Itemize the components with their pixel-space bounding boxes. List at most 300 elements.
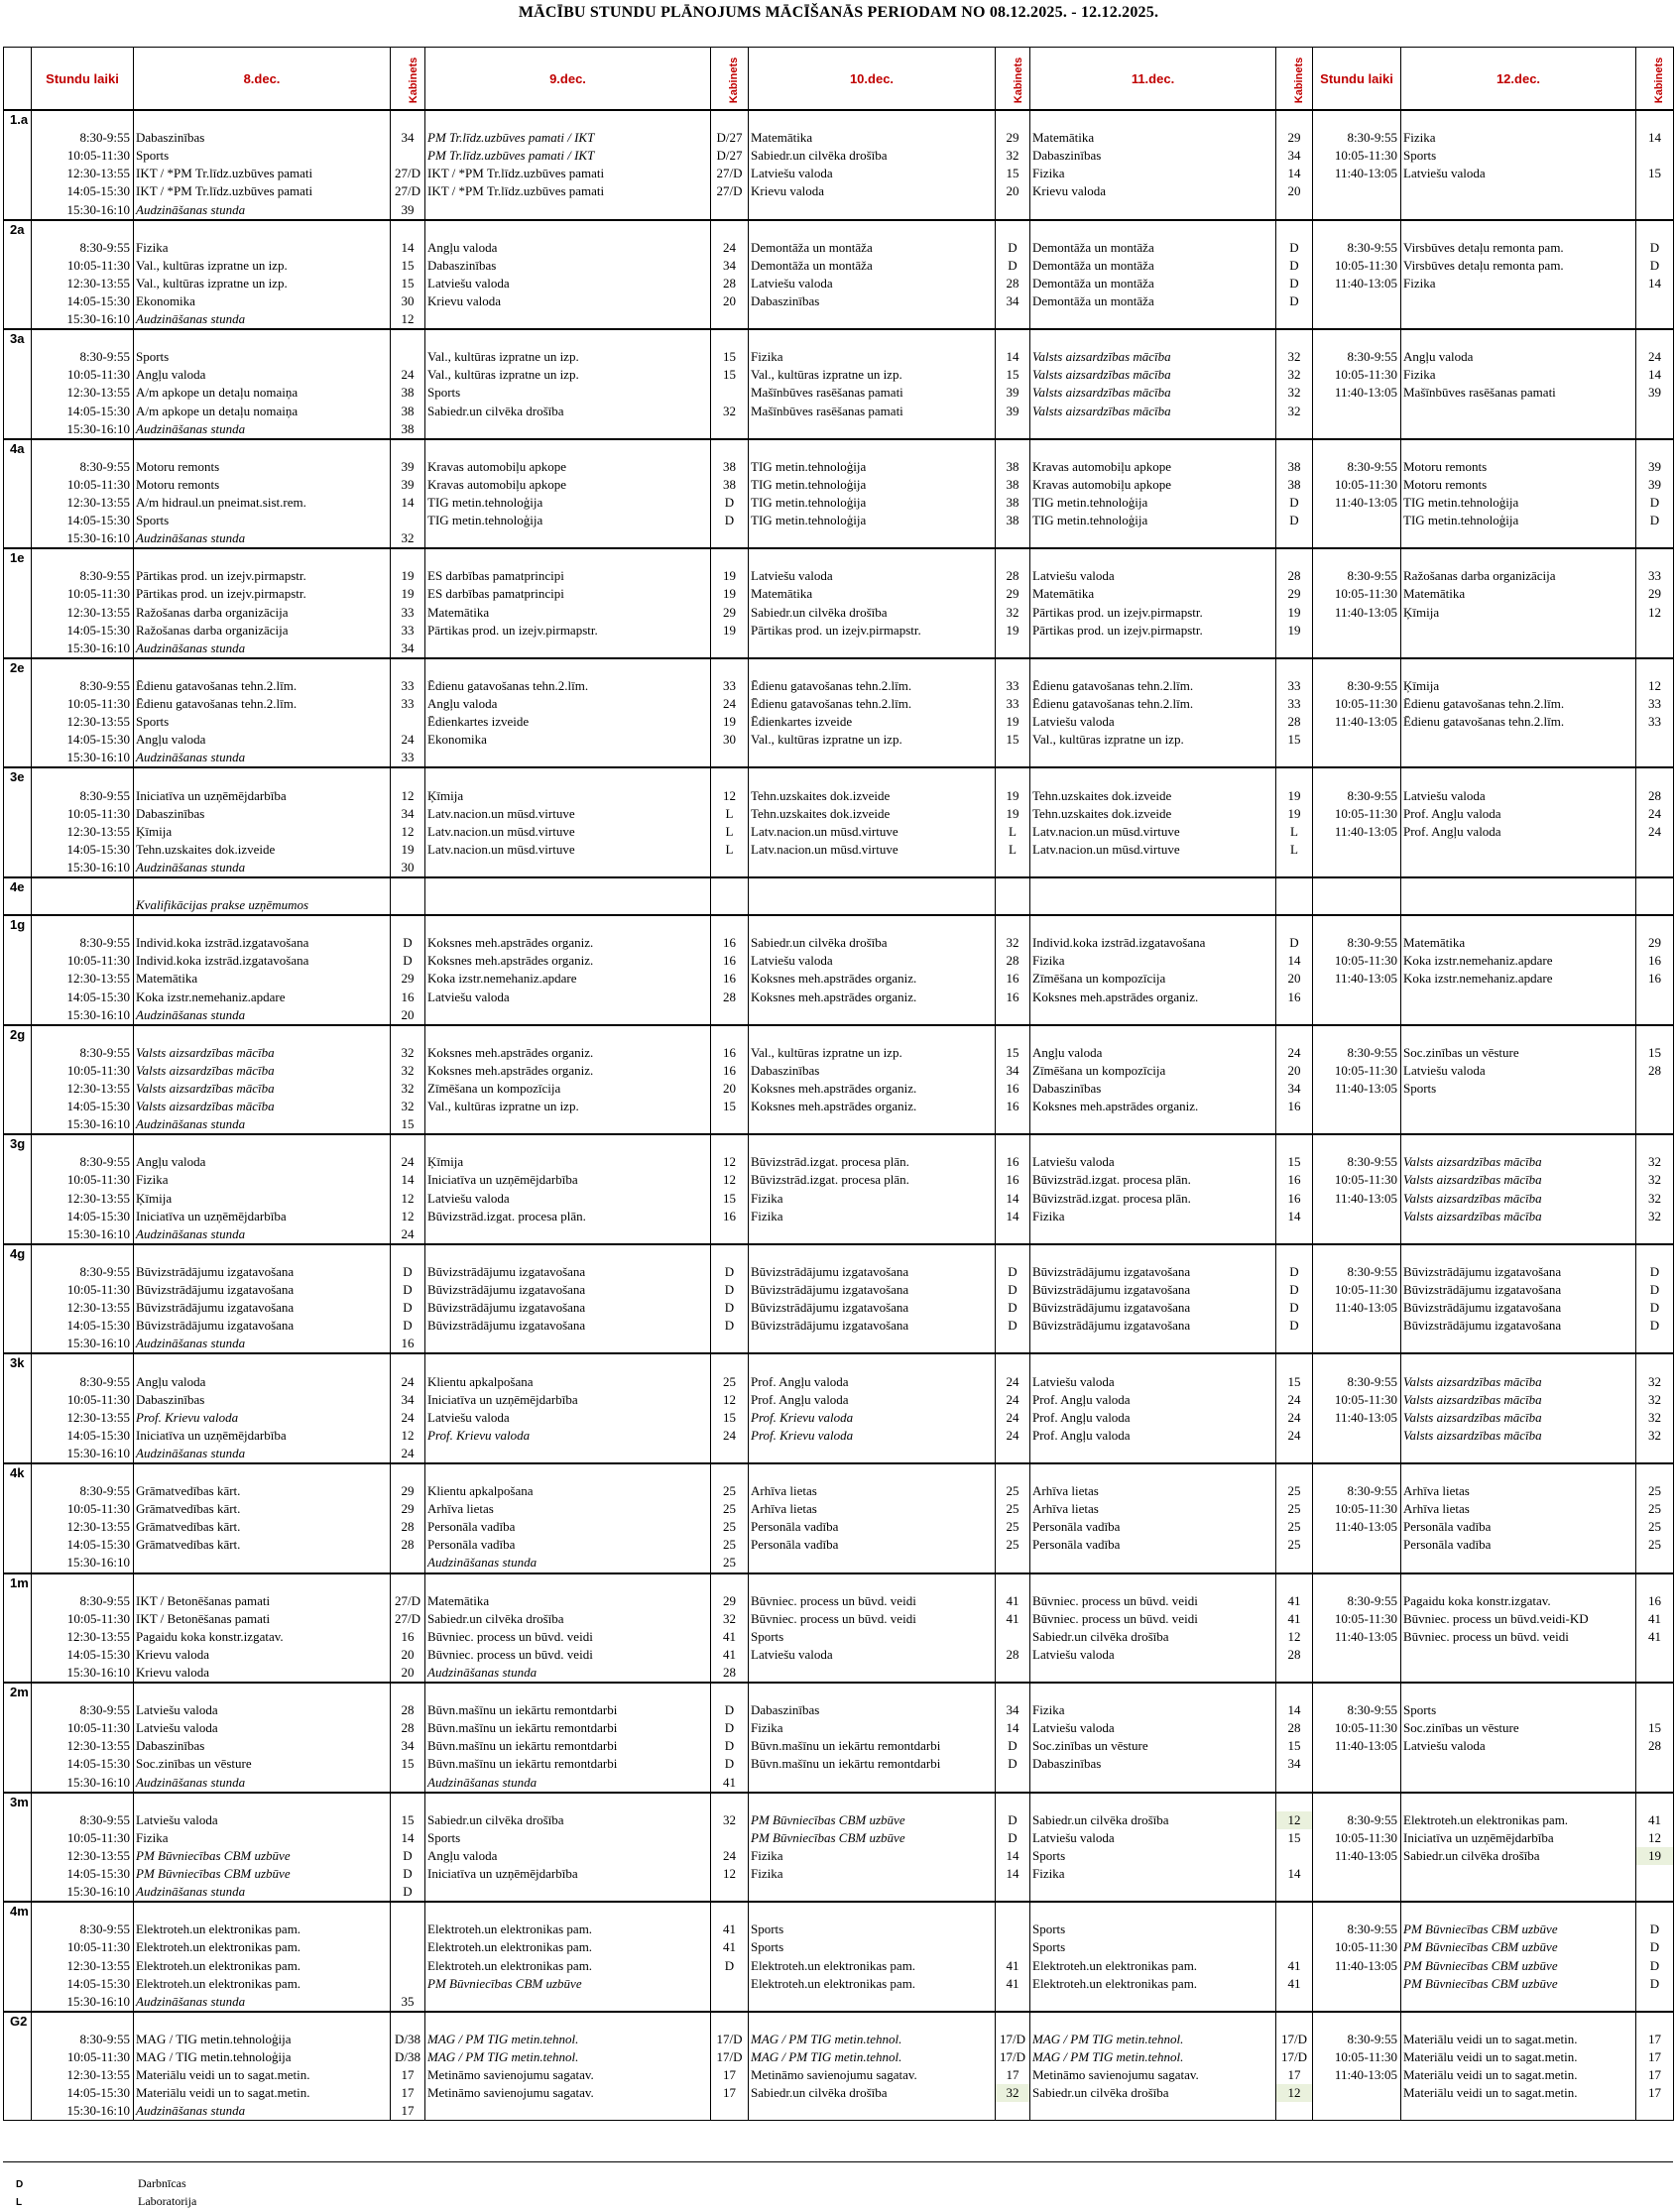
time-slot: 15:30-16:10 [32,1883,134,1902]
group-spacer [4,348,32,366]
time-slot-friday [1313,841,1401,859]
room-day-2: 41 [711,1774,749,1793]
room-day-2 [711,1115,749,1134]
subject-day-5 [1401,989,1636,1006]
room-day-5: D [1636,1299,1674,1317]
group-spacer [4,1847,32,1865]
group-spacer [4,1592,32,1610]
time-slot: 14:05-15:30 [32,182,134,200]
empty-cell [996,915,1030,934]
subject-day-1: Valsts aizsardzības mācība [134,1062,391,1080]
subject-day-5 [1401,859,1636,877]
subject-day-4: Dabaszinības [1030,1080,1276,1098]
room-day-2: 16 [711,934,749,952]
room-day-4: 24 [1276,1427,1313,1445]
schedule-body [4,110,1674,2121]
subject-day-1: MAG / TIG metin.tehnoloģija [134,2031,391,2048]
subject-day-1: Elektroteh.un elektronikas pam. [134,1975,391,1993]
empty-cell [996,1683,1030,1701]
table-row [4,640,1674,658]
subject-day-2: Būvniec. process un būvd. veidi [425,1628,711,1646]
empty-cell [996,1134,1030,1153]
subject-day-2: Audzināšanas stunda [425,1664,711,1683]
table-row [4,1737,1674,1755]
legend-code: L [16,2197,23,2208]
empty-cell [1030,220,1276,239]
room-day-2: 25 [711,1372,749,1390]
room-day-2 [711,1006,749,1025]
room-day-5 [1636,731,1674,749]
empty-cell [1030,1353,1276,1372]
room-day-5: 16 [1636,952,1674,970]
room-day-5: D [1636,1263,1674,1281]
time-slot: 8:30-9:55 [32,786,134,804]
subject-day-4: Kravas automobiļu apkope [1030,476,1276,494]
group-label: 2g [4,1025,32,1044]
room-day-3 [996,1774,1030,1793]
document-title: MĀCĪBU STUNDU PLĀNOJUMS MĀCĪŠANĀS PERIODAM NO 08.12.2025. - 12.12.2025. [518,4,1159,21]
subject-day-1: Individ.koka izstrād.izgatavošana [134,952,391,970]
room-day-3: 33 [996,677,1030,695]
group-spacer [4,786,32,804]
time-slot-friday: 11:40-13:05 [1313,494,1401,512]
table-row [4,1299,1674,1317]
table-row [4,1115,1674,1134]
table-row [4,1500,1674,1518]
subject-day-1: A/m hidraul.un pneimat.sist.rem. [134,494,391,512]
table-row [4,970,1674,988]
table-row [4,952,1674,970]
group-spacer [4,476,32,494]
group-spacer [4,366,32,384]
room-day-2: 25 [711,1482,749,1500]
empty-cell [1401,1134,1636,1153]
subject-day-3: Ēdienu gatavošanas tehn.2.līm. [749,695,996,713]
time-slot: 8:30-9:55 [32,934,134,952]
room-day-1: 24 [391,1445,425,1463]
empty-cell [391,1353,425,1372]
time-slot: 15:30-16:10 [32,640,134,658]
subject-day-2: Val., kultūras izpratne un izp. [425,348,711,366]
empty-cell [1636,439,1674,458]
time-slot-friday [1313,1755,1401,1773]
room-day-5 [1636,1865,1674,1883]
room-day-1: D [391,1883,425,1902]
room-day-1: 32 [391,1080,425,1098]
subject-day-5: PM Būvniecības CBM uzbūve [1401,1938,1636,1956]
table-row [4,1372,1674,1390]
legend-label: Laboratorija [138,2194,197,2208]
empty-cell [996,439,1030,458]
table-row [4,1409,1674,1427]
room-day-4: 38 [1276,458,1313,476]
room-day-5: 12 [1636,1829,1674,1847]
empty-cell [1401,439,1636,458]
room-day-2: D [711,1281,749,1299]
time-slot-friday: 8:30-9:55 [1313,934,1401,952]
room-day-1: 29 [391,1482,425,1500]
room-day-5: 39 [1636,458,1674,476]
empty-cell [425,1902,711,1921]
room-day-5: D [1636,257,1674,275]
subject-day-2 [425,1993,711,2012]
room-day-1: 17 [391,2066,425,2084]
time-slot-friday [1313,1006,1401,1025]
empty-cell [1636,767,1674,786]
subject-day-2: Elektroteh.un elektronikas pam. [425,1938,711,1956]
room-day-1 [391,348,425,366]
room-day-3: D [996,1317,1030,1335]
subject-day-4 [1030,1225,1276,1244]
room-day-2: 24 [711,695,749,713]
subject-day-5 [1401,420,1636,439]
group-row [4,1463,1674,1482]
group-spacer [4,934,32,952]
subject-day-5: Materiālu veidi un to sagat.metin. [1401,2084,1636,2102]
table-row [4,786,1674,804]
subject-day-4: MAG / PM TIG metin.tehnol. [1030,2048,1276,2066]
subject-day-5 [1401,403,1636,420]
subject-day-1: Koka izstr.nemehaniz.apdare [134,989,391,1006]
subject-day-1: Audzināšanas stunda [134,310,391,329]
subject-day-2 [425,420,711,439]
room-day-1: 28 [391,1518,425,1536]
group-spacer [4,420,32,439]
empty-cell [711,548,749,567]
time-slot-friday: 11:40-13:05 [1313,1518,1401,1536]
subject-day-5: Arhīva lietas [1401,1482,1636,1500]
room-day-3 [996,1628,1030,1646]
room-day-1: 14 [391,494,425,512]
empty-cell [1401,1573,1636,1592]
time-slot-friday [1313,989,1401,1006]
time-slot: 10:05-11:30 [32,257,134,275]
room-day-5: D [1636,1975,1674,1993]
group-spacer [4,1975,32,1993]
table-row [4,731,1674,749]
subject-day-4: Elektroteh.un elektronikas pam. [1030,1975,1276,1993]
subject-day-5: Ķīmija [1401,677,1636,695]
time-slot-friday [1313,403,1401,420]
room-day-1: 14 [391,1171,425,1189]
time-slot-friday [1313,1225,1401,1244]
subject-day-4 [1030,896,1276,915]
table-row [4,1317,1674,1335]
room-day-3: 19 [996,622,1030,640]
room-day-1: D [391,1263,425,1281]
subject-day-5: Valsts aizsardzības mācība [1401,1190,1636,1208]
subject-day-5 [1401,622,1636,640]
subject-day-2: Būvizstrādājumu izgatavošana [425,1281,711,1299]
time-slot-friday: 10:05-11:30 [1313,366,1401,384]
empty-cell [1636,110,1674,129]
room-day-3: D [996,1737,1030,1755]
room-day-4: 15 [1276,1829,1313,1847]
room-day-1: 39 [391,476,425,494]
room-day-4: 14 [1276,952,1313,970]
subject-day-4: Latviešu valoda [1030,567,1276,585]
group-label: 3e [4,767,32,786]
subject-day-5: Latviešu valoda [1401,786,1636,804]
empty-cell [1636,1134,1674,1153]
legend-item [16,2174,196,2192]
empty-cell [391,1463,425,1482]
empty-cell [425,767,711,786]
empty-cell [749,548,996,567]
subject-day-4: Latv.nacion.un mūsd.virtuve [1030,823,1276,841]
time-slot: 15:30-16:10 [32,420,134,439]
room-day-2: 15 [711,1409,749,1427]
subject-day-5: Personāla vadība [1401,1536,1636,1554]
empty-cell [711,915,749,934]
time-slot: 14:05-15:30 [32,1975,134,1993]
room-day-2 [711,859,749,877]
room-day-2: 32 [711,1811,749,1829]
subject-day-5: Ēdienu gatavošanas tehn.2.līm. [1401,695,1636,713]
subject-day-5 [1401,1335,1636,1353]
room-day-2: 29 [711,1592,749,1610]
subject-day-3: Val., kultūras izpratne un izp. [749,1044,996,1062]
subject-day-1: Audzināšanas stunda [134,1115,391,1134]
room-day-3 [996,1938,1030,1956]
room-day-1: 12 [391,786,425,804]
room-day-1: 33 [391,677,425,695]
room-day-1: 32 [391,529,425,548]
group-spacer [4,1755,32,1773]
subject-day-2: Būvn.mašīnu un iekārtu remontdarbi [425,1755,711,1773]
empty-cell [391,915,425,934]
empty-cell [134,220,391,239]
time-slot: 8:30-9:55 [32,458,134,476]
room-day-5: 25 [1636,1482,1674,1500]
empty-cell [425,1134,711,1153]
subject-day-2: Iniciatīva un uzņēmējdarbība [425,1171,711,1189]
empty-cell [1276,439,1313,458]
room-day-1: 24 [391,366,425,384]
subject-day-2 [425,640,711,658]
room-day-2: 25 [711,1554,749,1572]
group-row [4,220,1674,239]
room-day-3 [996,749,1030,767]
room-day-4: D [1276,239,1313,257]
empty-cell [1030,548,1276,567]
subject-day-3: Latviešu valoda [749,1646,996,1664]
room-day-4: 19 [1276,805,1313,823]
empty-cell [749,1902,996,1921]
empty-cell [711,767,749,786]
empty-cell [134,1134,391,1153]
room-day-3: 25 [996,1482,1030,1500]
empty-cell [749,767,996,786]
room-day-3: 16 [996,970,1030,988]
room-day-4: 17 [1276,2066,1313,2084]
empty-cell [1276,658,1313,677]
subject-day-2: Angļu valoda [425,1847,711,1865]
group-spacer [4,1646,32,1664]
group-spacer [4,1701,32,1719]
subject-day-1: Būvizstrādājumu izgatavošana [134,1317,391,1335]
group-spacer [4,859,32,877]
table-row [4,529,1674,548]
empty-cell [32,1573,134,1592]
room-day-3: 15 [996,731,1030,749]
subject-day-4: Fizika [1030,1865,1276,1883]
room-day-2: D [711,1299,749,1317]
subject-day-3 [749,1335,996,1353]
subject-day-1: Audzināšanas stunda [134,1993,391,2012]
subject-day-1: Latviešu valoda [134,1701,391,1719]
subject-day-3: Būvniec. process un būvd. veidi [749,1610,996,1628]
room-day-4: 29 [1276,129,1313,147]
empty-cell [134,1573,391,1592]
subject-day-2: Sports [425,1829,711,1847]
table-row [4,1536,1674,1554]
room-day-2: 41 [711,1628,749,1646]
room-day-5 [1636,1225,1674,1244]
time-slot: 10:05-11:30 [32,805,134,823]
subject-day-1: Audzināšanas stunda [134,2102,391,2121]
time-slot-friday: 10:05-11:30 [1313,805,1401,823]
empty-cell [1401,220,1636,239]
time-slot-friday: 11:40-13:05 [1313,823,1401,841]
subject-day-3: Sabiedr.un cilvēka drošība [749,934,996,952]
subject-day-5 [1401,1664,1636,1683]
group-spacer [4,1811,32,1829]
room-day-4: 41 [1276,1610,1313,1628]
time-slot: 10:05-11:30 [32,1829,134,1847]
empty-cell [1276,1025,1313,1044]
subject-day-4: Arhīva lietas [1030,1482,1276,1500]
empty-cell [32,877,134,896]
time-slot: 15:30-16:10 [32,1664,134,1683]
subject-day-4 [1030,1445,1276,1463]
room-day-2: 16 [711,1062,749,1080]
subject-day-2 [425,1335,711,1353]
table-row [4,458,1674,476]
empty-cell [134,110,391,129]
subject-day-4: Latv.nacion.un mūsd.virtuve [1030,841,1276,859]
table-row [4,1774,1674,1793]
empty-cell [1401,767,1636,786]
room-day-2: 12 [711,1171,749,1189]
group-spacer [4,2066,32,2084]
subject-day-2: Koksnes meh.apstrādes organiz. [425,1062,711,1080]
subject-day-3 [749,310,996,329]
empty-cell [32,110,134,129]
room-day-4: 17/D [1276,2048,1313,2066]
room-day-5 [1636,1445,1674,1463]
room-day-2: 28 [711,1664,749,1683]
room-day-4: L [1276,823,1313,841]
subject-day-4: Matemātika [1030,129,1276,147]
subject-day-3: Būvn.mašīnu un iekārtu remontdarbi [749,1737,996,1755]
room-day-2: L [711,805,749,823]
empty-cell [391,2012,425,2031]
empty-cell [1313,915,1401,934]
group-spacer [4,275,32,292]
empty-cell [749,329,996,348]
subject-day-2: Koksnes meh.apstrādes organiz. [425,952,711,970]
room-day-5 [1636,1993,1674,2012]
empty-cell [1276,329,1313,348]
group-spacer [4,292,32,310]
empty-cell [425,2012,711,2031]
room-day-1: 12 [391,823,425,841]
room-day-4 [1276,640,1313,658]
subject-day-3: Prof. Angļu valoda [749,1372,996,1390]
subject-day-3 [749,200,996,219]
subject-day-1: Audzināšanas stunda [134,749,391,767]
legend-item [16,2192,196,2210]
subject-day-5: Soc.zinības un vēsture [1401,1719,1636,1737]
room-day-3: 15 [996,165,1030,182]
time-slot: 8:30-9:55 [32,239,134,257]
room-day-4: 41 [1276,1975,1313,1993]
group-spacer [4,1409,32,1427]
time-slot-friday: 8:30-9:55 [1313,239,1401,257]
empty-cell [1636,220,1674,239]
subject-day-5: Valsts aizsardzības mācība [1401,1391,1636,1409]
room-day-1: 33 [391,622,425,640]
subject-day-5: Prof. Angļu valoda [1401,805,1636,823]
room-day-3 [996,1225,1030,1244]
room-day-2: 25 [711,1536,749,1554]
empty-cell [134,1025,391,1044]
empty-cell [134,1902,391,1921]
room-day-4: D [1276,257,1313,275]
group-spacer [4,1500,32,1518]
room-day-3: D [996,1263,1030,1281]
header-room-1: Kabinets [391,48,425,111]
time-slot: 8:30-9:55 [32,677,134,695]
room-day-2: 15 [711,348,749,366]
room-day-1: 38 [391,384,425,402]
room-day-1: 33 [391,749,425,767]
subject-day-1: Motoru remonts [134,458,391,476]
time-slot: 8:30-9:55 [32,129,134,147]
subject-day-5 [1401,1774,1636,1793]
room-day-4: 16 [1276,1190,1313,1208]
table-row [4,805,1674,823]
room-day-2: 19 [711,713,749,731]
table-row [4,1664,1674,1683]
time-slot-friday: 10:05-11:30 [1313,1500,1401,1518]
table-row [4,420,1674,439]
time-slot: 15:30-16:10 [32,1225,134,1244]
subject-day-3: MAG / PM TIG metin.tehnol. [749,2031,996,2048]
time-slot: 15:30-16:10 [32,1006,134,1025]
room-day-3: 24 [996,1391,1030,1409]
room-day-1 [391,896,425,915]
subject-day-3: Sabiedr.un cilvēka drošība [749,147,996,165]
room-day-5 [1636,989,1674,1006]
group-row [4,767,1674,786]
subject-day-5: Ķīmija [1401,604,1636,622]
subject-day-2: Koksnes meh.apstrādes organiz. [425,934,711,952]
room-day-5 [1636,1646,1674,1664]
subject-day-2: Būvniec. process un būvd. veidi [425,1646,711,1664]
table-row [4,713,1674,731]
time-slot: 12:30-13:55 [32,1299,134,1317]
room-day-5: 33 [1636,695,1674,713]
group-spacer [4,2102,32,2121]
subject-day-2: Klientu apkalpošana [425,1482,711,1500]
room-day-1: D [391,952,425,970]
empty-cell [134,1244,391,1263]
time-slot-friday: 8:30-9:55 [1313,1701,1401,1719]
time-slot-friday: 8:30-9:55 [1313,1592,1401,1610]
empty-cell [1030,110,1276,129]
